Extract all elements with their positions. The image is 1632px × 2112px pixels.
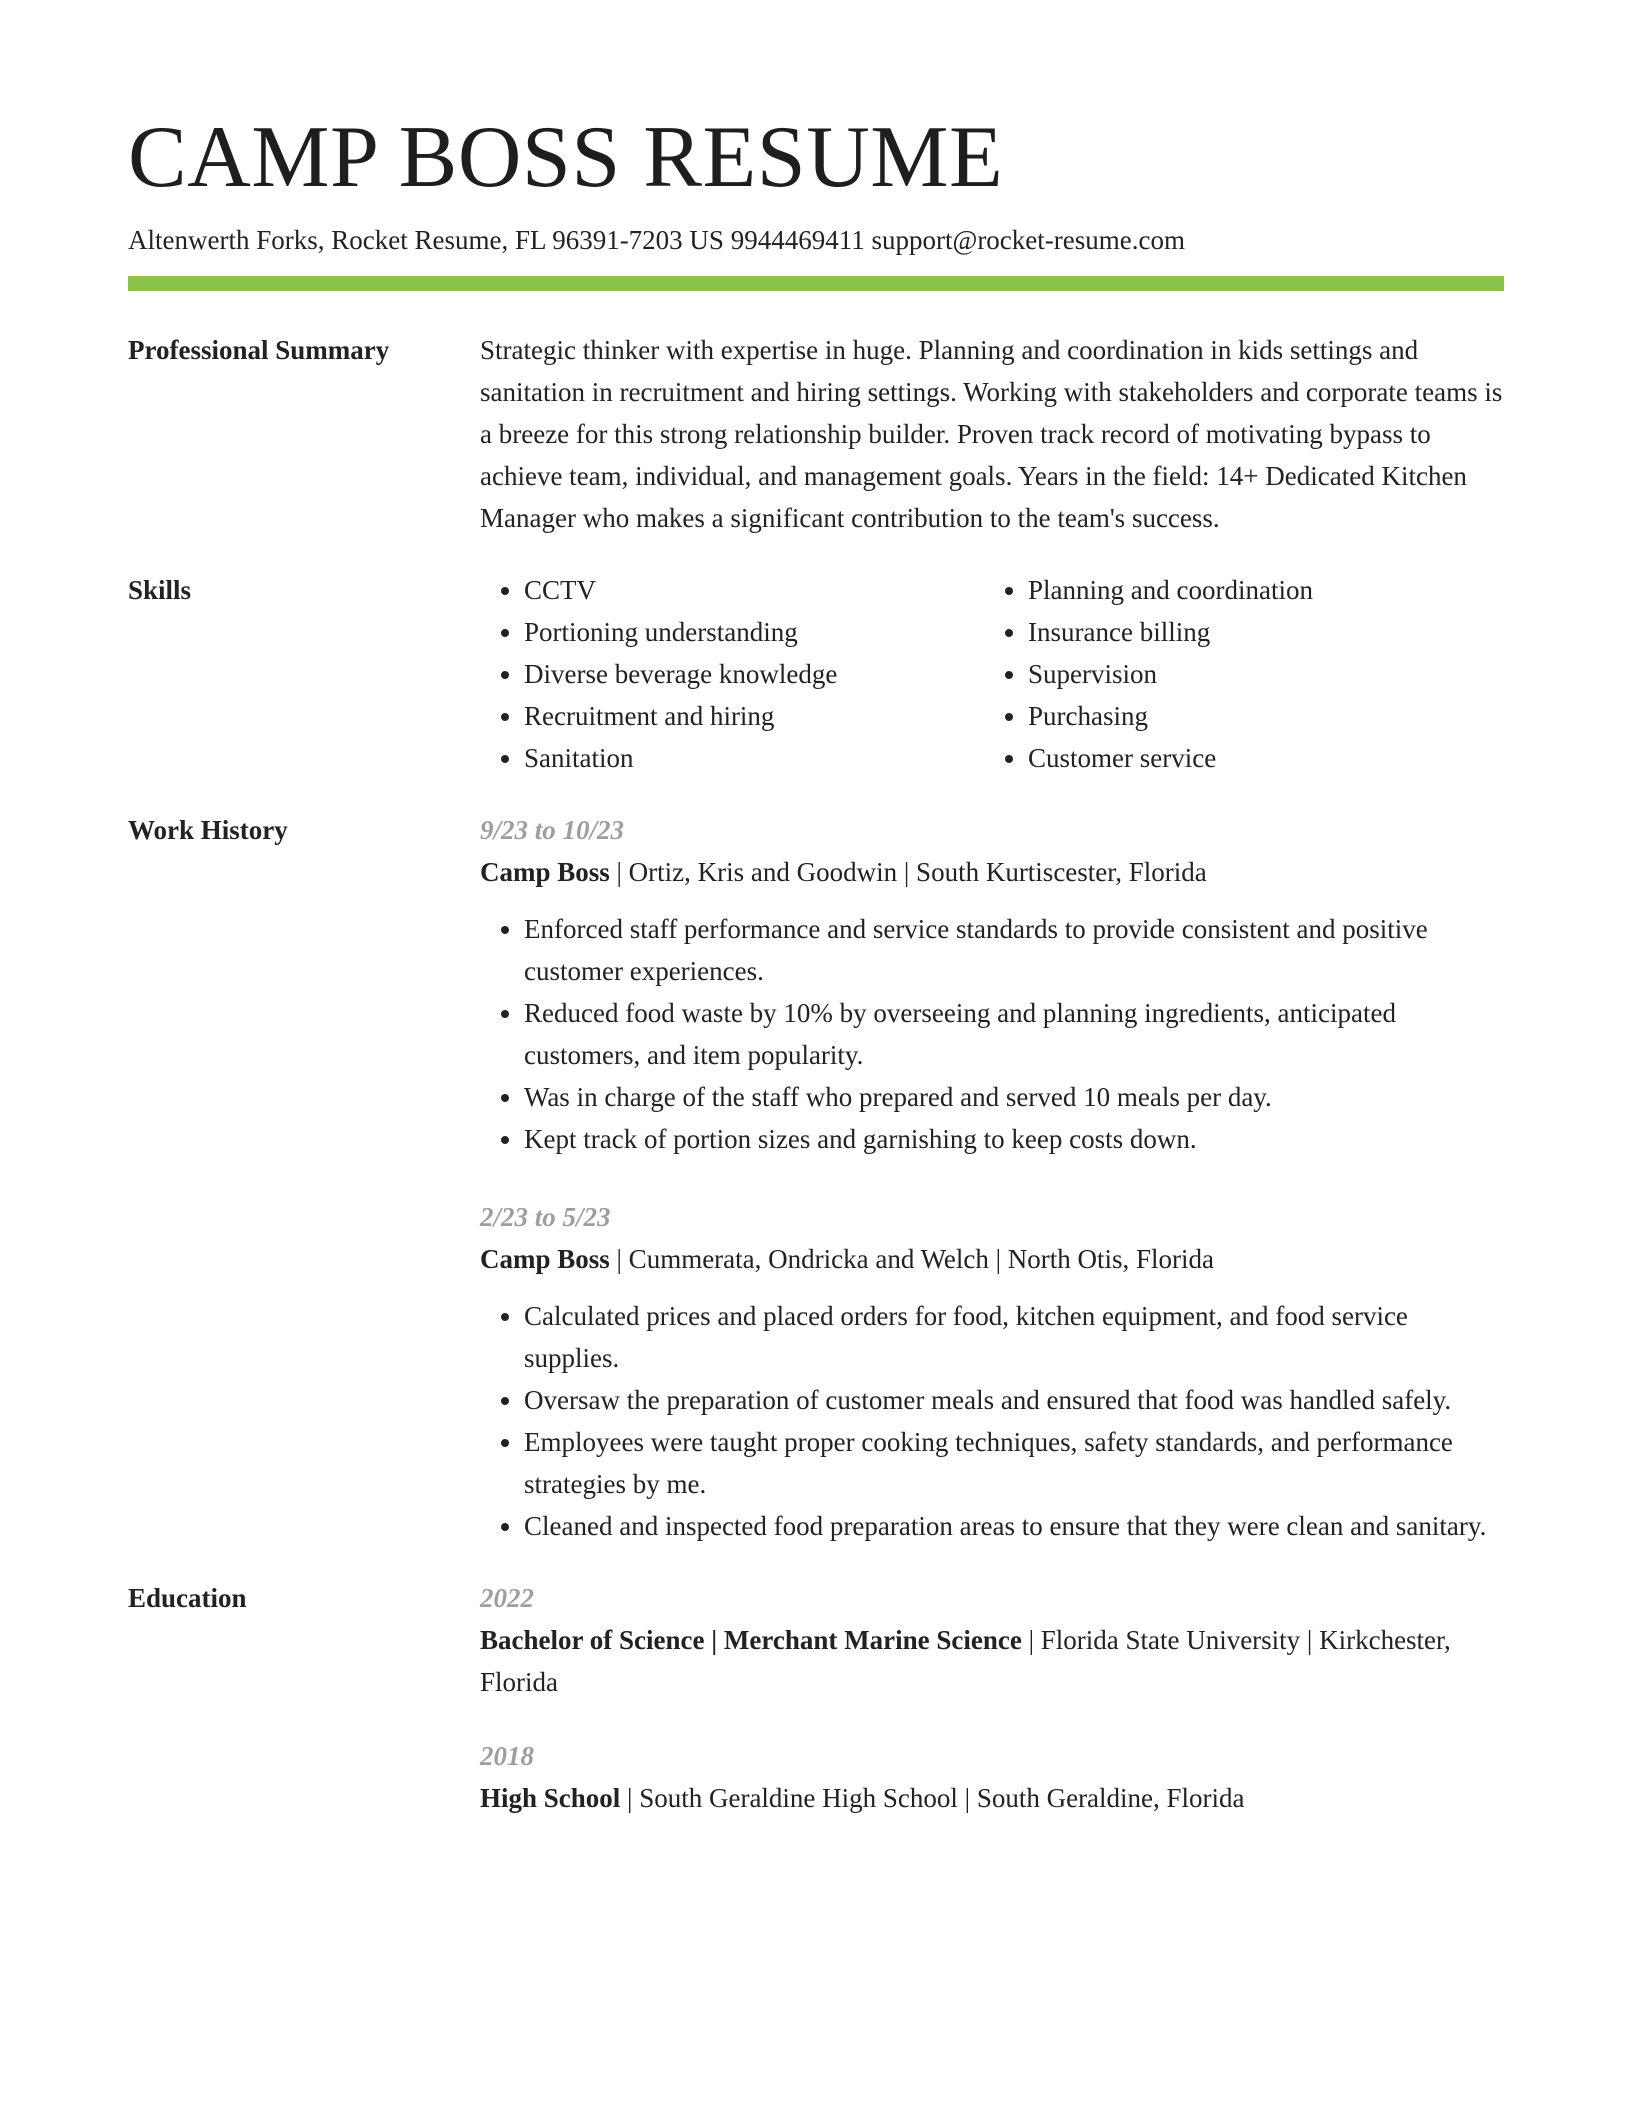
summary-text: Strategic thinker with expertise in huge. Planning and coordination in kids settings and sanitation in recruitment and hiring settings. Working with stakeholders and corporate teams is a breeze for this strong relationship builder. Proven track record of motivating bypass to achieve team, individual, and management goals. Years in the field: 14+ Dedicated Kitchen Manager who makes a significant contribution to the team's success. xyxy=(480,334,1503,533)
skills-body xyxy=(480,569,1504,779)
resume-title: CAMP BOSS RESUME xyxy=(128,109,1004,206)
job-details: | Ortiz, Kris and Goodwin | South Kurtiscester, Florida xyxy=(609,856,1207,887)
skill-item: • Diverse beverage knowledge xyxy=(524,653,984,695)
job-bullets xyxy=(480,1295,1504,1547)
job-heading xyxy=(480,851,1504,893)
education-entry xyxy=(480,1577,1504,1703)
job-role: Camp Boss xyxy=(480,1243,610,1274)
skill-item: • Portioning understanding xyxy=(524,611,984,653)
skill-item: • CCTV xyxy=(524,569,984,611)
skill-item: • Recruitment and hiring xyxy=(524,695,984,737)
accent-divider xyxy=(128,276,1504,291)
job-entry xyxy=(480,809,1504,1160)
work-body xyxy=(480,809,1504,1547)
section-title-education: Education xyxy=(128,1582,247,1613)
education-details: | Florida State University | Kirkchester, Florida xyxy=(480,1624,1451,1697)
job-date: 2/23 to 5/23 xyxy=(480,1201,611,1232)
skills-section xyxy=(128,569,1504,779)
skill-item: • Customer service xyxy=(1028,737,1488,779)
job-bullet: • Reduced food waste by 10% by overseeing and planning ingredients, anticipated customers, and item popularity. xyxy=(524,992,1504,1076)
work-section xyxy=(128,809,1504,1547)
education-section xyxy=(128,1577,1504,1819)
education-details: | South Geraldine High School | South Geraldine, Florida xyxy=(620,1782,1245,1813)
education-body xyxy=(480,1577,1504,1819)
job-bullet: • Kept track of portion sizes and garnishing to keep costs down. xyxy=(524,1118,1504,1160)
education-year: 2018 xyxy=(480,1740,534,1771)
job-bullet: • Cleaned and inspected food preparation areas to ensure that they were clean and sanitary. xyxy=(524,1505,1504,1547)
skills-list-left xyxy=(480,569,984,779)
skill-item: • Insurance billing xyxy=(1028,611,1488,653)
job-bullet: • Employees were taught proper cooking techniques, safety standards, and performance strategies by me. xyxy=(524,1421,1504,1505)
education-degree: Bachelor of Science | Merchant Marine Science xyxy=(480,1624,1022,1655)
education-degree: High School xyxy=(480,1782,621,1813)
contact-line: Altenwerth Forks, Rocket Resume, FL 96391-7203 US 9944469411 support@rocket-resume.com xyxy=(128,224,1185,255)
job-bullets xyxy=(480,908,1504,1160)
education-heading xyxy=(480,1777,1504,1819)
job-bullet: • Enforced staff performance and service standards to provide consistent and positive customer experiences. xyxy=(524,908,1504,992)
education-heading xyxy=(480,1619,1504,1703)
skills-list-right xyxy=(984,569,1488,779)
section-title-summary: Professional Summary xyxy=(128,334,390,365)
job-entry xyxy=(480,1196,1504,1547)
skill-item: • Planning and coordination xyxy=(1028,569,1488,611)
skill-item: • Supervision xyxy=(1028,653,1488,695)
job-bullet: • Was in charge of the staff who prepared and served 10 meals per day. xyxy=(524,1076,1504,1118)
job-details: | Cummerata, Ondricka and Welch | North Otis, Florida xyxy=(609,1243,1215,1274)
summary-body xyxy=(480,329,1504,539)
section-title-skills: Skills xyxy=(128,574,192,605)
education-entry xyxy=(480,1735,1504,1819)
job-heading xyxy=(480,1238,1504,1280)
section-title-work: Work History xyxy=(128,814,288,845)
job-date: 9/23 to 10/23 xyxy=(480,814,625,845)
job-bullet: • Calculated prices and placed orders for food, kitchen equipment, and food service supplies. xyxy=(524,1295,1504,1379)
job-role: Camp Boss xyxy=(480,856,610,887)
education-year: 2022 xyxy=(480,1582,534,1613)
summary-section xyxy=(128,329,1504,539)
skill-item: • Purchasing xyxy=(1028,695,1488,737)
skill-item: • Sanitation xyxy=(524,737,984,779)
job-bullet: • Oversaw the preparation of customer meals and ensured that food was handled safely. xyxy=(524,1379,1504,1421)
resume-page xyxy=(128,110,1504,1819)
